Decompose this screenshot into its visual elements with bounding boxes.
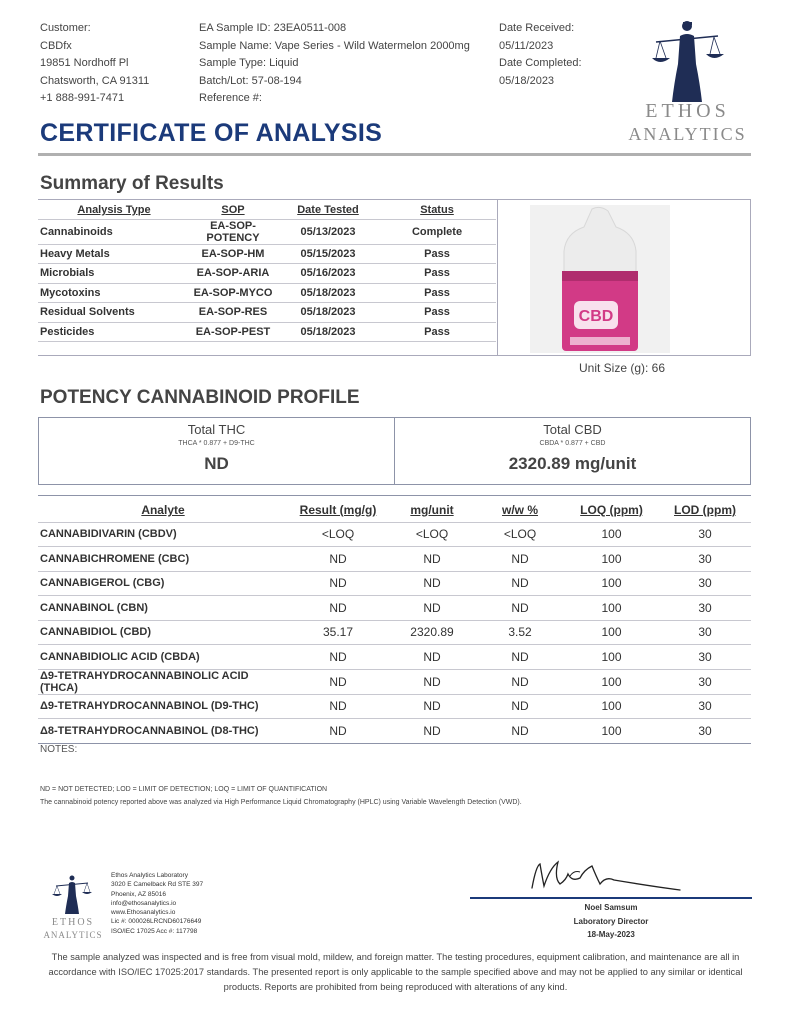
analyte-loq: 100 [564,694,659,719]
signed-date: 18-May-2023 [587,930,635,939]
date-received: 05/11/2023 [499,39,554,52]
analyte-lod: 30 [659,571,751,596]
sample-block [199,20,470,108]
analyte-mg-unit: ND [388,719,476,744]
analyte-name: Δ8-TETRAHYDROCANNABINOL (D8-THC) [38,719,288,744]
summary-row [38,283,496,303]
sample-reference: Reference #: [199,92,262,104]
hplc-method-note: The cannabinoid potency reported above was analyzed via High Performance Liquid Chromatography (HPLC) using Variable Wavelength Detection (VWD). [40,799,522,806]
summary-row [38,303,496,323]
analyte-result: ND [288,694,388,719]
analyte-lod: 30 [659,522,751,547]
analyte-col-mg-unit: mg/unit [410,502,454,517]
analyte-row [38,596,751,621]
analyte-row [38,645,751,670]
signer-block [470,901,752,942]
total-cbd-formula: CBDA * 0.877 + CBD [539,440,606,447]
analyte-col-ww: w/w % [501,502,538,517]
lab-street: 3020 E Camelback Rd STE 397 [111,881,204,889]
analyte-mg-unit: ND [388,669,476,694]
analyte-row [38,719,751,744]
analyte-mg-unit: ND [388,596,476,621]
summary-cell-date: 05/18/2023 [278,283,378,303]
total-thc-formula: THCA * 0.877 + D9-THC [178,440,255,447]
analyte-loq: 100 [564,645,659,670]
total-thc-label: Total THC [187,422,246,437]
analyte-ww: ND [476,719,564,744]
lab-name: Ethos Analytics Laboratory [111,872,188,879]
summary-cell-analysis: Heavy Metals [38,244,188,264]
analyte-header-row [38,498,751,522]
dates-block [499,20,582,90]
date-completed-label: Date Completed: [499,57,582,69]
logo-wordmark-analytics: ANALYTICS [628,124,747,144]
summary-cell-date: 05/13/2023 [278,219,378,244]
analyte-lod: 30 [659,547,751,572]
analyte-loq: 100 [564,571,659,596]
cbd-bottle-photo-icon [530,205,670,353]
analyte-row [38,620,751,645]
summary-col-sop: SOP [221,203,245,216]
lab-city: Phoenix, AZ 85016 [111,890,166,898]
analyte-name: CANNABIDIOL (CBD) [38,620,288,645]
analyte-name: CANNABIDIOLIC ACID (CBDA) [38,645,288,670]
analyte-col-result: Result (mg/g) [299,502,377,517]
analyte-ww: ND [476,571,564,596]
analyte-col-loq: LOQ (ppm) [580,502,643,517]
customer-address-line2: Chatsworth, CA 91311 [40,74,150,87]
analyte-col-analyte: Analyte [141,502,185,517]
summary-blank-cell [38,342,188,360]
sample-type: Sample Type: Liquid [199,57,299,69]
analyte-mg-unit: ND [388,547,476,572]
summary-cell-sop: EA-SOP-POTENCY [188,219,278,244]
summary-row [38,322,496,342]
total-cbd-cell [394,418,750,484]
analyte-name: Δ9-TETRAHYDROCANNABINOLIC ACID (THCA) [38,669,288,694]
summary-col-date-tested: Date Tested [297,203,359,216]
sample-batch: Batch/Lot: 57-08-194 [199,74,302,87]
summary-cell-status: Pass [378,303,496,323]
summary-cell-date: 05/18/2023 [278,322,378,342]
analyte-ww: ND [476,694,564,719]
signer-name: Noel Samsum [584,903,638,912]
analyte-ww: <LOQ [476,522,564,547]
notes-label: NOTES: [40,744,78,755]
summary-cell-status: Complete [378,219,496,244]
analyte-row [38,522,751,547]
bottle-brand-text: CBD [578,308,614,325]
total-thc-cell [39,418,394,484]
total-cbd-label: Total CBD [543,422,602,437]
analyte-name: CANNABINOL (CBN) [38,596,288,621]
lab-website: www.Ethosanalytics.io [111,909,176,917]
total-thc-value: ND [204,454,229,473]
analyte-name: CANNABICHROMENE (CBC) [38,547,288,572]
analyte-lod: 30 [659,620,751,645]
summary-table [38,201,496,360]
summary-cell-sop: EA-SOP-MYCO [188,283,278,303]
total-cbd-value: 2320.89 mg/unit [508,454,637,473]
summary-blank-row [38,342,496,360]
analyte-name: CANNABIGEROL (CBG) [38,571,288,596]
analyte-row [38,669,751,694]
date-completed: 05/18/2023 [499,74,555,87]
summary-cell-status: Pass [378,283,496,303]
summary-cell-date: 05/15/2023 [278,244,378,264]
analyte-row [38,547,751,572]
analyte-result: ND [288,669,388,694]
customer-address-line1: 19851 Nordhoff Pl [40,57,129,69]
summary-cell-analysis: Mycotoxins [38,283,188,303]
summary-blank-cell [188,342,278,360]
analyte-col-lod: LOD (ppm) [674,502,736,517]
summary-blank-cell [378,342,496,360]
analyte-divider [38,495,751,496]
customer-name: CBDfx [40,39,72,52]
analyte-loq: 100 [564,596,659,621]
analyte-row [38,571,751,596]
analyte-loq: 100 [564,522,659,547]
analyte-lod: 30 [659,719,751,744]
analyte-mg-unit: ND [388,571,476,596]
director-signature-icon [510,856,710,898]
summary-cell-analysis: Pesticides [38,322,188,342]
signer-title: Laboratory Director [573,916,649,926]
sample-name: Sample Name: Vape Series - Wild Watermelon 2000mg [199,39,470,52]
lab-contact-block [111,871,203,936]
sample-id: EA Sample ID: 23EA0511-008 [199,22,347,34]
analyte-result: ND [288,596,388,621]
analyte-loq: 100 [564,620,659,645]
analyte-loq: 100 [564,547,659,572]
unit-size: Unit Size (g): 66 [579,361,666,375]
analyte-ww: ND [476,645,564,670]
disclaimer: The sample analyzed was inspected and is free from visual mold, mildew, and foreign matter. The testing procedures, equipment calibration, and maintenance are all in accordance with ISO/IEC 17025:2017 standards. The presented report is only applicable to the sample specified above and may not be applied to any similar or identical products. Reports are prohibited from being reproduced with alterations of any kind. [48,952,743,992]
analyte-loq: 100 [564,669,659,694]
analyte-ww: 3.52 [476,620,564,645]
potency-heading: POTENCY CANNABINOID PROFILE [40,387,360,408]
lab-logo-wordmark-analytics: ANALYTICS [43,930,103,940]
lab-logo-wordmark-ethos: ETHOS [51,917,95,928]
analyte-ww: ND [476,596,564,621]
analyte-ww: ND [476,669,564,694]
totals-box [38,417,751,485]
summary-col-analysis-type: Analysis Type [77,203,151,216]
summary-blank-cell [278,342,378,360]
analyte-result: 35.17 [288,620,388,645]
customer-block [40,20,149,108]
analyte-mg-unit: 2320.89 [388,620,476,645]
analyte-result: ND [288,719,388,744]
analyte-table [38,498,751,744]
analyte-lod: 30 [659,694,751,719]
summary-row [38,264,496,284]
summary-cell-sop: EA-SOP-ARIA [188,264,278,284]
analyte-lod: 30 [659,669,751,694]
analyte-loq: 100 [564,719,659,744]
analyte-result: <LOQ [288,522,388,547]
analyte-result: ND [288,547,388,572]
summary-row [38,244,496,264]
summary-cell-date: 05/16/2023 [278,264,378,284]
summary-cell-date: 05/18/2023 [278,303,378,323]
analyte-result: ND [288,645,388,670]
summary-cell-sop: EA-SOP-PEST [188,322,278,342]
summary-cell-status: Pass [378,264,496,284]
summary-heading: Summary of Results [40,173,224,194]
summary-cell-analysis: Residual Solvents [38,303,188,323]
analyte-mg-unit: ND [388,645,476,670]
analyte-result: ND [288,571,388,596]
title-divider [38,153,751,156]
analyte-mg-unit: <LOQ [388,522,476,547]
customer-label: Customer: [40,22,91,34]
abbreviation-legend: ND = NOT DETECTED; LOD = LIMIT OF DETECTION; LOQ = LIMIT OF QUANTIFICATION [40,786,328,793]
summary-cell-analysis: Microbials [38,264,188,284]
signature-line [470,897,752,899]
analyte-name: CANNABIDIVARIN (CBDV) [38,522,288,547]
analyte-mg-unit: ND [388,694,476,719]
summary-cell-sop: EA-SOP-RES [188,303,278,323]
lab-license: Lic #: 000026LRCND60176649 [111,918,202,926]
logo-wordmark-ethos: ETHOS [645,100,730,122]
summary-cell-status: Pass [378,322,496,342]
analyte-lod: 30 [659,596,751,621]
customer-phone: +1 888-991-7471 [40,92,125,104]
summary-cell-analysis: Cannabinoids [38,219,188,244]
page-title: CERTIFICATE OF ANALYSIS [40,119,383,147]
analyte-lod: 30 [659,645,751,670]
analyte-name: Δ9-TETRAHYDROCANNABINOL (D9-THC) [38,694,288,719]
summary-header-row [38,201,496,219]
lab-email: info@ethosanalytics.io [111,899,177,907]
summary-row [38,219,496,244]
analyte-ww: ND [476,547,564,572]
summary-col-status: Status [420,203,454,216]
date-received-label: Date Received: [499,22,575,34]
analyte-row [38,694,751,719]
summary-cell-sop: EA-SOP-HM [188,244,278,264]
summary-cell-status: Pass [378,244,496,264]
lab-iso-accreditation: ISO/IEC 17025 Acc #: 117798 [111,927,198,935]
